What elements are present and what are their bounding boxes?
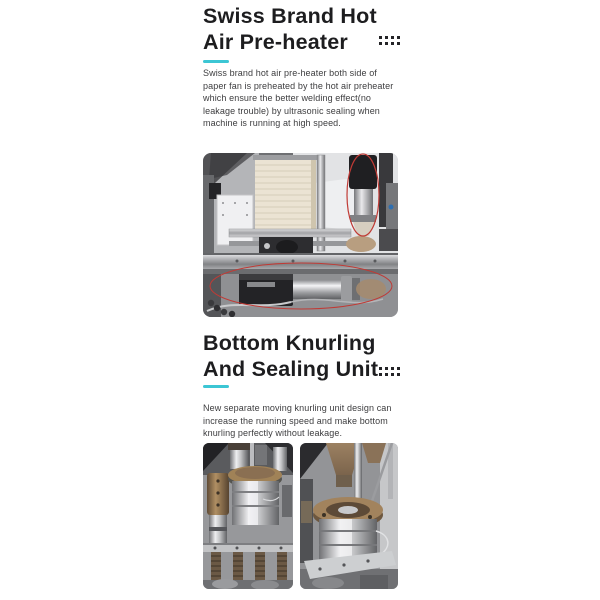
dot <box>385 367 388 370</box>
section-1-title <box>203 3 415 55</box>
dot <box>385 36 388 39</box>
knurling-unit-left-photo <box>203 443 293 589</box>
section-2-title-line1: Bottom Knurling <box>203 331 376 355</box>
machine-photo-illustration <box>203 443 293 589</box>
section-2-title-line2: And Sealing Unit <box>203 357 379 381</box>
section-1-title-line1: Swiss Brand Hot <box>203 4 377 28</box>
dot <box>379 36 382 39</box>
dot <box>397 36 400 39</box>
dot <box>397 373 400 376</box>
dot <box>379 42 382 45</box>
dot <box>385 42 388 45</box>
dot <box>397 367 400 370</box>
dot <box>397 42 400 45</box>
dot <box>391 36 394 39</box>
dot <box>385 373 388 376</box>
section-1-paragraph: Swiss brand hot air pre-heater both side of paper fan is preheated by the hot air preheater which ensure the better welding effect(no leakage trouble) by ultrasonic sealing when machine is running at high speed. <box>203 68 394 129</box>
dot <box>391 367 394 370</box>
dot <box>391 42 394 45</box>
dot <box>391 373 394 376</box>
machine-photo-illustration <box>300 443 398 589</box>
dots-grid-icon <box>379 36 400 45</box>
accent-divider <box>203 385 229 388</box>
dot <box>379 373 382 376</box>
dots-grid-icon <box>379 367 400 376</box>
accent-divider <box>203 60 229 63</box>
dot <box>379 367 382 370</box>
machine-photo-illustration <box>203 153 398 317</box>
hot-air-preheater-machine-photo <box>203 153 398 317</box>
knurling-unit-right-photo <box>300 443 398 589</box>
section-1-title-line2: Air Pre-heater <box>203 30 348 54</box>
section-2-paragraph: New separate moving knurling unit design can increase the running speed and make bottom knurling perfectly without leakage. <box>203 403 392 439</box>
